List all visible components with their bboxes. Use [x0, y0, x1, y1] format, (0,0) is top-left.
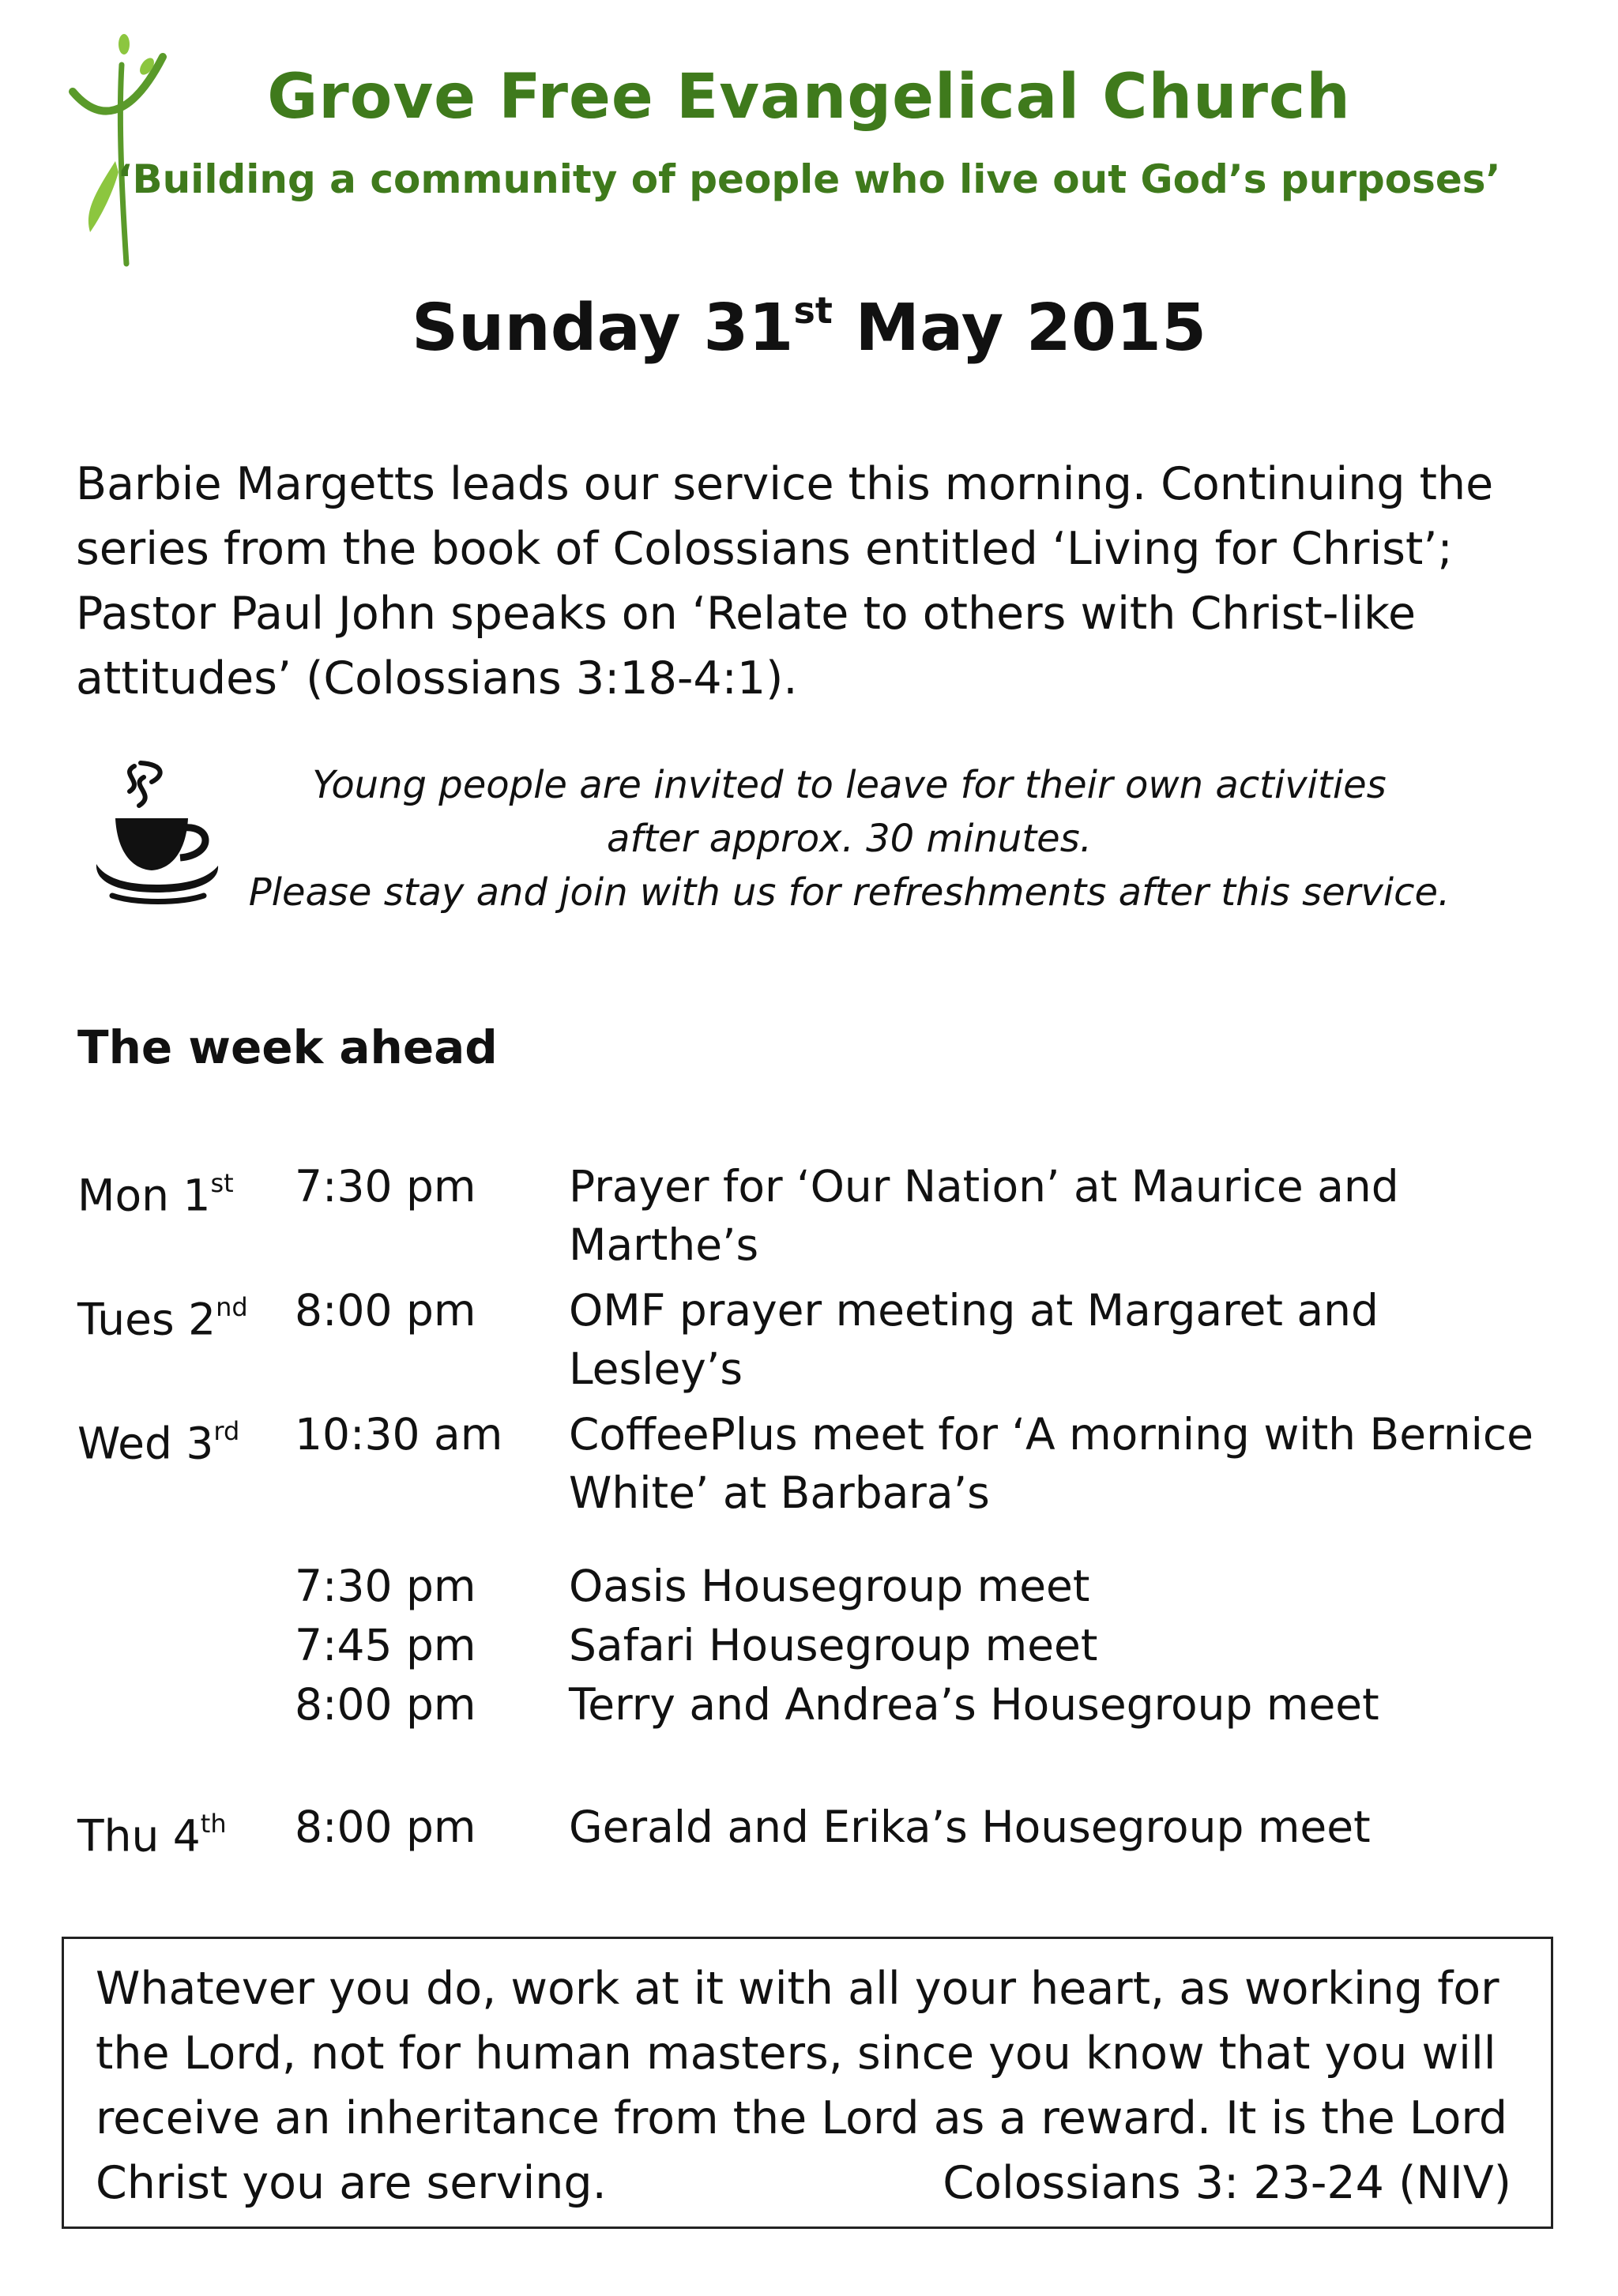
bible-verse-box [62, 1937, 1553, 2229]
notice-line: Please stay and join with us for refreshments after this service. [248, 870, 1451, 915]
notice-line: Young people are invited to leave for their own activities [312, 763, 1387, 807]
event-description: Terry and Andrea’s Housegroup meet [569, 1679, 1379, 1730]
bible-verse-reference: Colossians 3: 23-24 (NIV) [943, 2157, 1511, 2209]
event-time: 8:00 pm [295, 1802, 476, 1852]
event-description: Gerald and Erika’s Housegroup meet [569, 1802, 1371, 1852]
event-description: Safari Housegroup meet [569, 1620, 1098, 1670]
event-description: Oasis Housegroup meet [569, 1561, 1090, 1611]
event-time: 7:30 pm [295, 1161, 476, 1212]
church-tagline: ‘Building a community of people who live out God’s purposes’ [117, 156, 1501, 202]
young-people-notice [237, 758, 1462, 919]
event-time: 8:00 pm [295, 1285, 476, 1336]
week-ahead-heading: The week ahead [77, 1020, 498, 1074]
event-time: 7:30 pm [295, 1561, 476, 1611]
date-month-year: May 2015 [855, 291, 1207, 366]
date-day: 31 [703, 291, 794, 366]
church-name: Grove Free Evangelical Church [267, 62, 1351, 133]
date-suffix: st [793, 288, 833, 332]
date-weekday: Sunday [411, 291, 681, 366]
notice-line: after approx. 30 minutes. [607, 817, 1092, 861]
event-time: 8:00 pm [295, 1679, 476, 1730]
event-day: Thu 4th [77, 1809, 227, 1862]
event-day: Tues 2nd [77, 1292, 248, 1345]
event-description: Prayer for ‘Our Nation’ at Maurice and Marthe’s [569, 1161, 1399, 1270]
event-time: 10:30 am [295, 1409, 503, 1460]
event-day: Mon 1st [77, 1168, 234, 1221]
bible-verse-text: Whatever you do, work at it with all your heart, as working for the Lord, not for human masters, since you know that you will receive an inheritance from the Lord as a reward. It is the Lord Christ you are serving. [96, 1963, 1508, 2209]
service-date [0, 288, 1618, 366]
event-description: CoffeePlus meet for ‘A morning with Bernice White’ at Barbara’s [569, 1409, 1533, 1518]
event-time: 7:45 pm [295, 1620, 476, 1670]
service-intro: Barbie Margetts leads our service this morning. Continuing the series from the book of Colossians entitled ‘Living for Christ’; Pastor Paul John speaks on ‘Relate to others with Christ-like attitudes’ (Colossians 3:18-4:1). [76, 458, 1494, 705]
event-day: Wed 3rd [77, 1416, 240, 1469]
coffee-cup-icon [88, 760, 224, 910]
event-description: OMF prayer meeting at Margaret and Lesley’s [569, 1285, 1379, 1394]
